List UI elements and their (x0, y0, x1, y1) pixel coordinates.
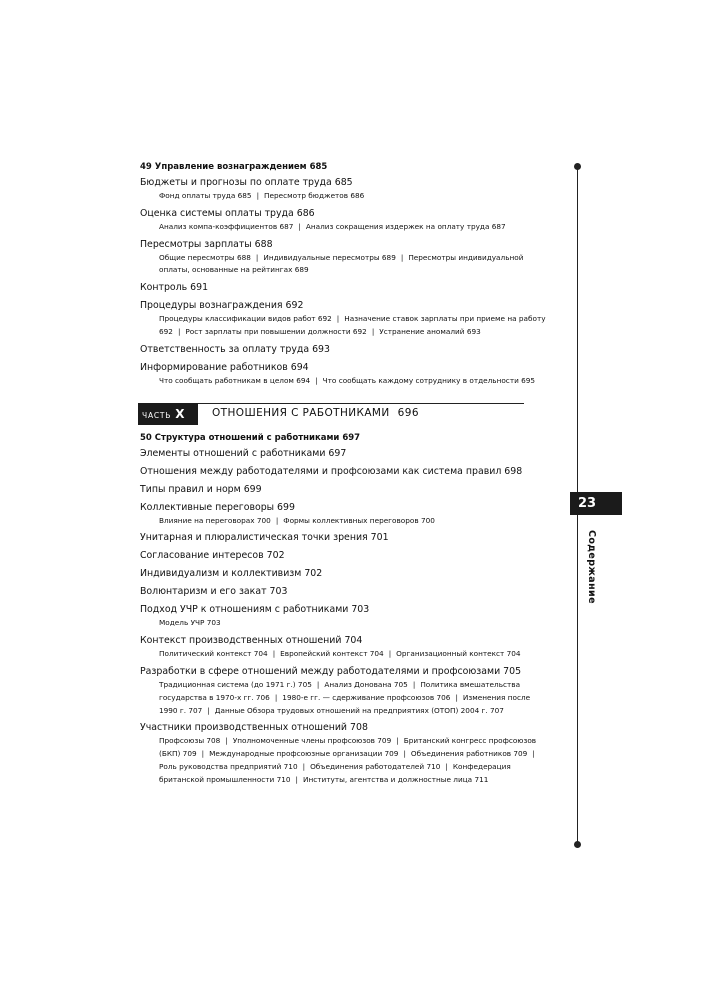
separator: | (298, 221, 301, 231)
toc-subentry: Данные Обзора трудовых отношений на предприятиях (ОТОП) 2004 г. 707 (214, 705, 504, 715)
toc-entry-heading: Участники производственных отношений 708 (140, 722, 368, 734)
separator: | (201, 749, 205, 759)
toc-subentry: Анализ компа-коэффициентов 687 (159, 221, 294, 231)
toc-entry-heading: Подход УЧР к отношениям с работниками 703 (140, 604, 370, 616)
toc-subentries (140, 190, 550, 203)
toc-subentry: Пересмотры индивидуальной оплаты, основанные на рейтингах 689 (159, 252, 524, 275)
toc-entry-heading: Пересмотры зарплаты 688 (140, 238, 273, 250)
toc-entry-heading: Процедуры вознаграждения 692 (140, 300, 304, 312)
part-number: X (175, 406, 186, 421)
toc-subentry: Индивидуальные пересмотры 689 (263, 252, 396, 262)
toc-subentry: Политика вмешательства государства в 1970-х гг. 706 (159, 679, 521, 702)
toc-subentry: Уполномоченные члены профсоюзов 709 (232, 736, 392, 746)
separator: | (455, 692, 458, 702)
toc-entry-heading: Согласование интересов 702 (140, 550, 285, 562)
toc-subentry: Фонд оплаты труда 685 (159, 191, 252, 200)
separator: | (371, 326, 375, 336)
toc-entry (140, 447, 550, 461)
separator: | (275, 515, 279, 525)
page-number: 23 (570, 492, 622, 515)
toc-entry (140, 721, 550, 786)
toc-entry (140, 238, 550, 278)
toc-entry (140, 665, 550, 717)
separator: | (272, 649, 276, 659)
toc-entry (140, 501, 550, 528)
toc-subentry: Что сообщать каждому сотруднику в отдельности 695 (322, 375, 536, 385)
separator: | (295, 774, 299, 784)
toc-entry (140, 361, 550, 388)
toc-subentry: Назначение ставок зарплаты при приеме на работу 692 (159, 314, 546, 336)
toc-entry (140, 549, 550, 563)
separator: | (532, 749, 535, 759)
toc-entry-heading: Ответственность за оплату труда 693 (140, 343, 330, 355)
toc-entry-heading: Отношения между работодателями и профсоюзами как система правил 698 (140, 465, 523, 477)
toc-entry-heading: Контроль 691 (140, 282, 209, 294)
chapter-title: 50 Структура отношений с работниками 697 (140, 432, 361, 443)
separator: | (274, 692, 278, 702)
separator: | (403, 749, 406, 759)
toc-subentry: Объединения работников 709 (410, 749, 528, 759)
toc-subentry: Пересмотр бюджетов 686 (264, 191, 365, 200)
toc-subentry: Изменения после 1990 г. 707 (159, 692, 531, 715)
part-header (138, 403, 524, 425)
section-label: Содержание (586, 530, 597, 604)
separator: | (207, 705, 210, 715)
part-page: 696 (397, 406, 419, 419)
separator: | (302, 761, 306, 771)
toc-entry-heading: Коллективные переговоры 699 (140, 501, 295, 513)
chapter-title: 49 Управление вознаграждением 685 (140, 162, 328, 172)
toc-subentries (140, 221, 550, 234)
toc-subentry: Традиционная система (до 1971 г.) 705 (159, 679, 312, 689)
toc-entry (140, 567, 550, 581)
toc-entry (140, 281, 550, 295)
chapter-entries (140, 176, 550, 388)
toc-subentries (140, 375, 550, 388)
part-label: ЧАСТЬ (142, 410, 172, 420)
toc-subentry: Общие пересмотры 688 (159, 252, 251, 262)
separator: | (412, 679, 416, 689)
toc-entry-heading: Типы правил и норм 699 (140, 483, 262, 495)
toc-entry-heading: Бюджеты и прогнозы по оплате труда 685 (140, 177, 353, 188)
side-rule-dot (574, 163, 581, 170)
separator: | (396, 736, 399, 746)
toc-entry-heading: Элементы отношений с работниками 697 (140, 447, 347, 459)
toc-subentries (140, 679, 550, 717)
separator: | (177, 326, 181, 336)
toc-subentry: 1980-е гг. — сдерживание профсоюзов 706 (282, 692, 451, 702)
toc-subentry: Объединения работодателей 710 (310, 761, 441, 771)
separator: | (225, 736, 228, 746)
toc-subentry: Британский конгресс профсоюзов (БКП) 709 (159, 736, 537, 759)
toc-entry (140, 207, 550, 234)
toc-subentry: Анализ Донована 705 (324, 679, 408, 689)
separator: | (445, 761, 448, 771)
toc-subentry: Политический контекст 704 (159, 649, 268, 659)
toc-subentry: Организационный контекст 704 (396, 649, 521, 659)
toc-subentries (140, 648, 550, 661)
separator: | (255, 252, 259, 262)
toc-entry (140, 343, 550, 357)
toc-entry (140, 585, 550, 599)
separator: | (315, 375, 318, 385)
toc-subentry: Международные профсоюзные организации 709 (209, 749, 399, 759)
toc-entry (140, 634, 550, 661)
toc-subentries (140, 617, 550, 630)
part-title: ОТНОШЕНИЯ С РАБОТНИКАМИ (212, 406, 390, 419)
part-title-line (212, 407, 419, 419)
toc-subentry: Европейский контекст 704 (280, 649, 384, 659)
toc-subentry: Что сообщать работникам в целом 694 (159, 375, 311, 385)
toc-entry-heading: Унитарная и плюралистическая точки зрения 701 (140, 532, 389, 544)
toc-entry (140, 465, 550, 479)
toc-subentry: Профсоюзы 708 (159, 736, 221, 746)
toc-entry-heading: Индивидуализм и коллективизм 702 (140, 568, 323, 580)
toc-subentry: Формы коллективных переговоров 700 (283, 515, 435, 525)
separator: | (388, 649, 392, 659)
toc-entry (140, 531, 550, 545)
toc-entry-heading: Оценка системы оплаты труда 686 (140, 207, 315, 219)
part-rule (198, 403, 524, 404)
separator: | (336, 314, 340, 324)
toc-subentry: Устранение аномалий 693 (379, 326, 481, 336)
toc-entry (140, 483, 550, 497)
chapter-entries (140, 447, 550, 787)
toc-entry-heading: Контекст производственных отношений 704 (140, 635, 363, 647)
side-rule-dot (574, 841, 581, 848)
toc-entry-heading: Волюнтаризм и его закат 703 (140, 586, 288, 598)
separator: | (316, 679, 320, 689)
toc-subentries (140, 313, 550, 339)
toc-subentry: Модель УЧР 703 (159, 618, 221, 628)
toc-subentry: Институты, агентства и должностные лица 711 (303, 774, 489, 784)
toc-subentries (140, 515, 550, 528)
toc-subentry: Роль руководства предприятий 710 (159, 761, 298, 771)
toc-entry (140, 603, 550, 630)
toc-entry (140, 176, 550, 203)
table-of-contents (140, 162, 550, 791)
toc-subentry: Конфедерация британской промышленности 710 (159, 761, 511, 784)
toc-entry-heading: Информирование работников 694 (140, 361, 309, 373)
toc-subentries (140, 252, 550, 278)
toc-subentry: Влияние на переговорах 700 (159, 515, 271, 525)
toc-subentries (140, 735, 550, 786)
toc-subentry: Анализ сокращения издержек на оплату труда 687 (305, 221, 506, 231)
part-label-box (138, 403, 198, 425)
separator: | (256, 191, 260, 200)
toc-subentry: Процедуры классификации видов работ 692 (159, 314, 332, 324)
toc-entry (140, 299, 550, 339)
toc-entry-heading: Разработки в сфере отношений между работодателями и профсоюзами 705 (140, 665, 522, 677)
separator: | (400, 252, 404, 262)
toc-subentry: Рост зарплаты при повышении должности 692 (185, 326, 367, 336)
